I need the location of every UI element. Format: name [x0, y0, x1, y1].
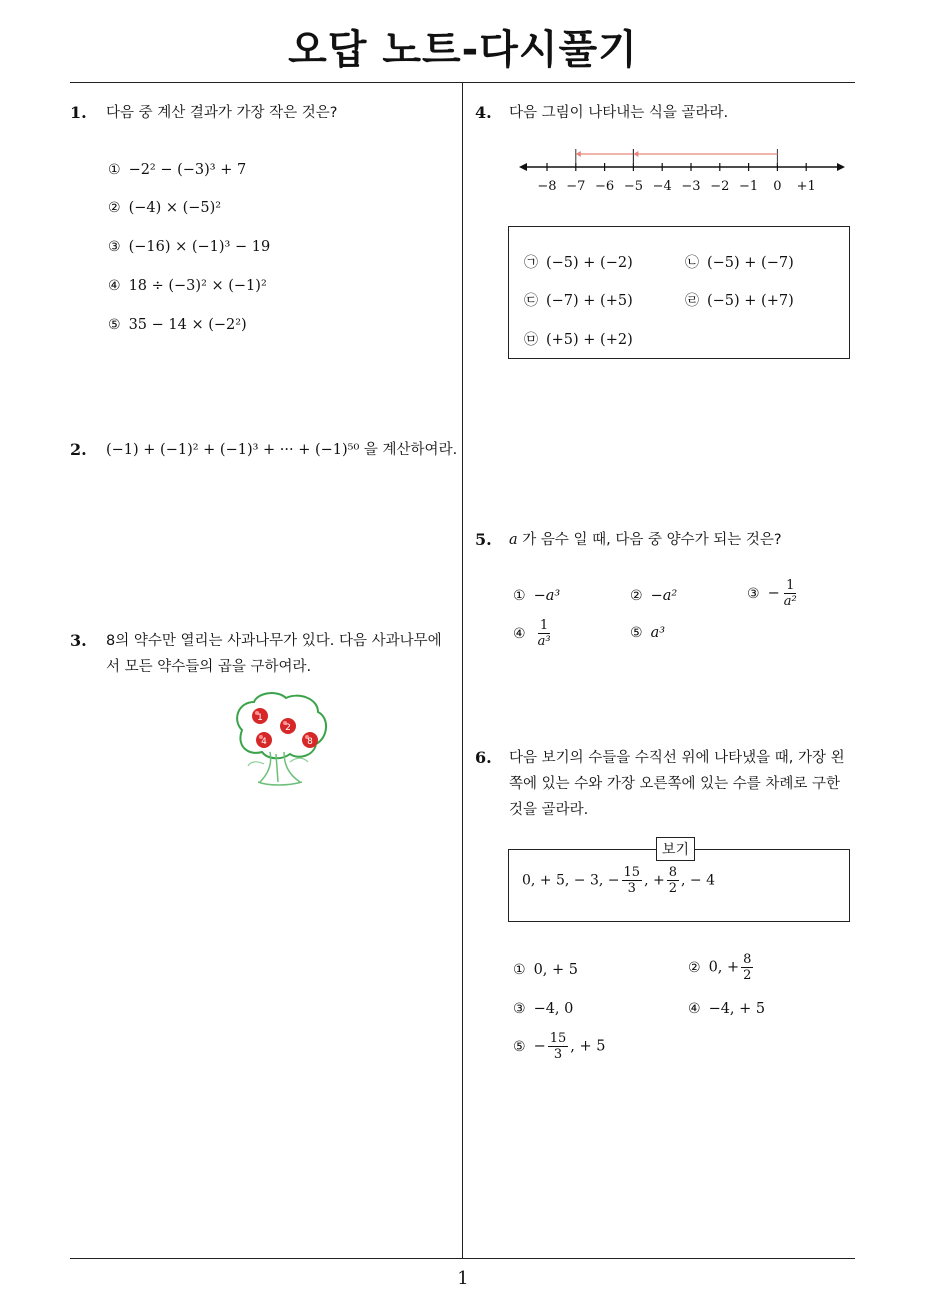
- q6-option-1[interactable]: ① 0, + 5: [513, 962, 578, 978]
- number-line: [515, 140, 850, 200]
- page-title: 오답 노트-다시풀기: [288, 27, 638, 73]
- apple-2: [280, 718, 296, 734]
- question-text-line-2: 쪽에 있는 수와 가장 오른쪽에 있는 수를 차례로 구한: [509, 776, 841, 792]
- example-box-label: 보기: [656, 837, 695, 861]
- question-text: 다음 그림이 나타내는 식을 골라라.: [509, 105, 729, 121]
- question-text: 가 음수 일 때, 다음 중 양수가 되는 것은?: [522, 532, 782, 548]
- svg-text:8: 8: [307, 737, 313, 747]
- number-line-right-arrowhead: [837, 163, 845, 171]
- movement-arrowhead: [633, 151, 638, 157]
- apple-4: [302, 732, 318, 748]
- svg-text:2: 2: [285, 723, 291, 733]
- question-text-line-2: 서 모든 약수들의 곱을 구하여라.: [106, 659, 312, 675]
- svg-text:4: 4: [261, 737, 267, 747]
- question-text-line-3: 것을 골라라.: [509, 802, 589, 818]
- q1-option-4[interactable]: ④ 18 ÷ (−3)² × (−1)²: [108, 278, 267, 294]
- tick-label: −8: [537, 179, 557, 194]
- tick-label: −1: [739, 179, 759, 194]
- question-text-line-1: 8의 약수만 열리는 사과나무가 있다. 다음 사과나무에: [106, 633, 442, 649]
- question-number: 4.: [475, 103, 492, 122]
- variable-a: a: [509, 532, 518, 548]
- question-expression: (−1) + (−1)² + (−1)³ + ··· + (−1)⁵⁰: [106, 442, 360, 458]
- tick-label: 0: [773, 179, 782, 194]
- q5-option-2[interactable]: ② −a²: [630, 588, 678, 604]
- example-box-values: 0, + 5, − 3, − $\frac{15}{3}$ , + $\frac{8}{2}$ , − 4: [522, 865, 715, 896]
- q6-option-2[interactable]: ② 0, + $\frac{8}{2}$: [688, 952, 752, 983]
- movement-arrowhead: [576, 151, 581, 157]
- q5-option-4[interactable]: ④ $\frac{1}{\text{a³}}$: [513, 618, 551, 649]
- question-text: 다음 중 계산 결과가 가장 작은 것은?: [106, 105, 338, 121]
- question-number: 3.: [70, 631, 87, 650]
- q1-option-2[interactable]: ② (−4) × (−5)²: [108, 200, 222, 216]
- q5-option-3[interactable]: ③ − $\frac{1}{\text{a²}}$: [747, 578, 797, 609]
- q6-option-4[interactable]: ④ −4, + 5: [688, 1001, 766, 1017]
- q4-choice-c[interactable]: ㉢ (−7) + (+5): [524, 293, 633, 309]
- q4-choice-e[interactable]: ㉤ (+5) + (+2): [524, 332, 633, 348]
- q5-option-1[interactable]: ① −a³: [513, 588, 561, 604]
- tick-label: −6: [595, 179, 615, 194]
- q6-option-3[interactable]: ③ −4, 0: [513, 1001, 574, 1017]
- page-number: 1: [457, 1268, 469, 1289]
- q1-option-5[interactable]: ⑤ 35 − 14 × (−2²): [108, 317, 247, 333]
- svg-text:1: 1: [257, 713, 263, 723]
- q6-option-5[interactable]: ⑤ − $\frac{15}{3}$ , + 5: [513, 1031, 606, 1062]
- tick-label: −4: [652, 179, 672, 194]
- q1-option-3[interactable]: ③ (−16) × (−1)³ − 19: [108, 239, 271, 255]
- column-divider: [462, 83, 463, 1258]
- tick-label: +1: [796, 179, 816, 194]
- bottom-rule: [70, 1258, 855, 1259]
- tick-label: −7: [566, 179, 586, 194]
- q4-choice-d[interactable]: ㉣ (−5) + (+7): [685, 293, 794, 309]
- question-number: 5.: [475, 530, 492, 549]
- apple-3: [256, 732, 272, 748]
- q4-choice-b[interactable]: ㉡ (−5) + (−7): [685, 255, 794, 271]
- question-number: 1.: [70, 103, 87, 122]
- q4-choice-a[interactable]: ㉠ (−5) + (−2): [524, 255, 633, 271]
- q5-option-5[interactable]: ⑤ a³: [630, 625, 666, 641]
- tick-label: −5: [623, 179, 643, 194]
- question-text-line-1: 다음 보기의 수들을 수직선 위에 나타냈을 때, 가장 왼: [509, 750, 845, 766]
- tick-label: −2: [710, 179, 730, 194]
- question-number: 2.: [70, 440, 87, 459]
- tick-label: −3: [681, 179, 701, 194]
- question-text: 을 계산하여라.: [363, 442, 458, 458]
- apple-tree-illustration: [228, 690, 332, 790]
- q1-option-1[interactable]: ① −2² − (−3)³ + 7: [108, 162, 247, 178]
- question-number: 6.: [475, 748, 492, 767]
- number-line-left-arrowhead: [519, 163, 527, 171]
- apple-1: [252, 708, 268, 724]
